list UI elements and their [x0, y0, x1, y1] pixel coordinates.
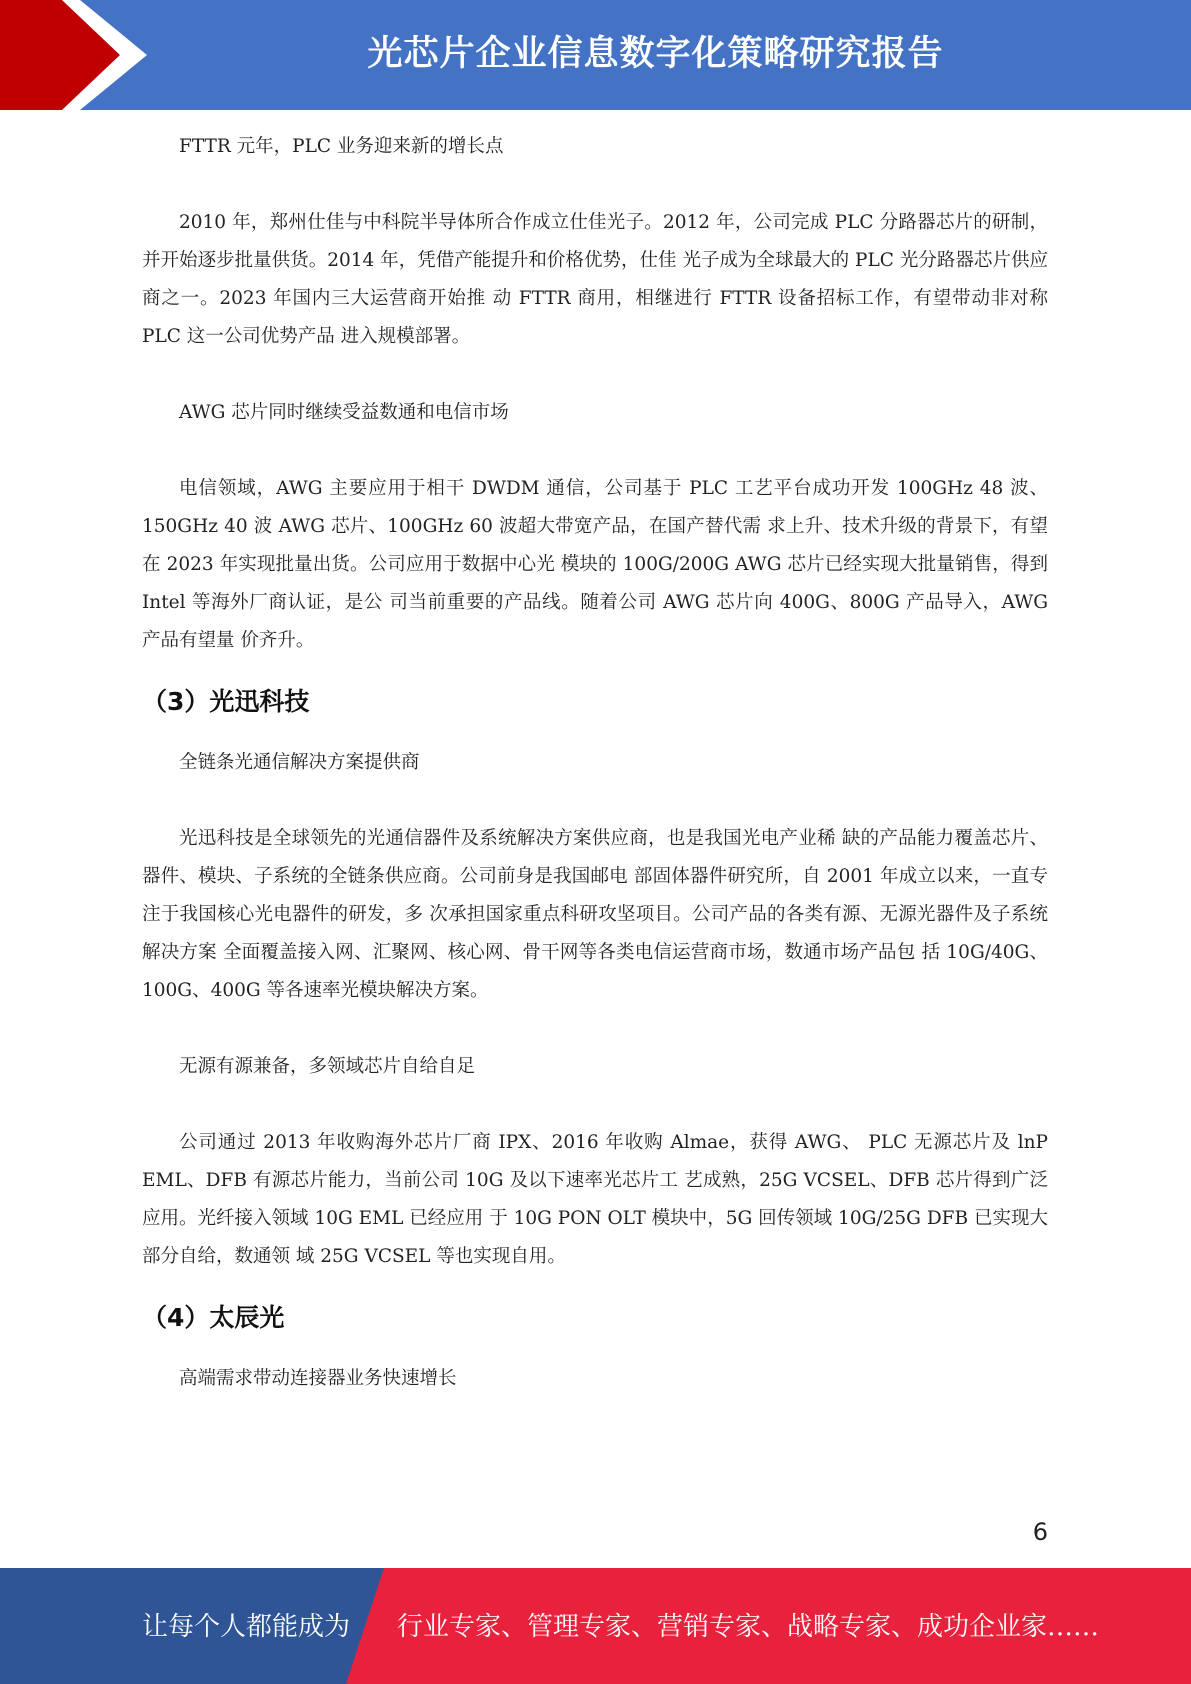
- page-footer: [0, 1568, 1191, 1684]
- paragraph-shijia: 2010 年，郑州仕佳与中科院半导体所合作成立仕佳光子。2012 年，公司完成 PLC 分路器芯片的研制，并开始逐步批量供货。2014 年，凭借产能提升和价格优势，仕佳 光子成为全球最大的 PLC 光分路器芯片供应商之一。2023 年国内三大运营商开始推 动 FTTR 商用，相继进行 FTTR 设备招标工作，有望带动非对称 PLC 这一公司优势产品 进入规模部署。: [142, 212, 1048, 347]
- page-header: [0, 0, 1191, 110]
- subheading-full-chain: 全链条光通信解决方案提供商: [179, 752, 420, 773]
- footer-slogan-right: 行业专家、管理专家、营销专家、战略专家、成功企业家……: [397, 1612, 1100, 1642]
- page-body: [142, 128, 1048, 1398]
- section-title-accelink: （3）光迅科技: [142, 687, 310, 716]
- section-title-tfc: （4）太辰光: [142, 1303, 285, 1332]
- paragraph-awg: 电信领域，AWG 主要应用于相干 DWDM 通信，公司基于 PLC 工艺平台成功开发 100GHz 48 波、150GHz 40 波 AWG 芯片、100GHz 60 波超大带宽产品，在国产替代需 求上升、技术升级的背景下，有望在 2023 年实现批量出货。公司应用于数据中心光 模块的 100G/200G AWG 芯片已经实现大批量销售，得到 Intel 等海外厂商认证，是公 司当前重要的产品线。随着公司 AWG 芯片向 400G、800G 产品导入，AWG 产品有望量 价齐升。: [142, 478, 1048, 651]
- page-number: 6: [1032, 1518, 1048, 1546]
- subheading-awg: AWG 芯片同时继续受益数通和电信市场: [179, 402, 509, 423]
- report-title: 光芯片企业信息数字化策略研究报告: [367, 34, 944, 74]
- subheading-passive-active: 无源有源兼备，多领域芯片自给自足: [179, 1056, 476, 1077]
- subheading-connector: 高端需求带动连接器业务快速增长: [179, 1368, 457, 1389]
- subheading-fttr: FTTR 元年，PLC 业务迎来新的增长点: [179, 136, 504, 157]
- header-chevron-graphic: [0, 0, 160, 110]
- paragraph-accelink: 光迅科技是全球领先的光通信器件及系统解决方案供应商，也是我国光电产业稀 缺的产品能力覆盖芯片、器件、模块、子系统的全链条供应商。公司前身是我国邮电 部固体器件研究所，自 2001 年成立以来，一直专注于我国核心光电器件的研发，多 次承担国家重点科研攻坚项目。公司产品的各类有源、无源光器件及子系统解决方案 全面覆盖接入网、汇聚网、核心网、骨干网等各类电信运营商市场，数通市场产品包 括 10G/40G、100G、400G 等各速率光模块解决方案。: [142, 828, 1048, 1001]
- paragraph-chips: 公司通过 2013 年收购海外芯片厂商 IPX、2016 年收购 Almae，获得 AWG、 PLC 无源芯片及 lnP EML、DFB 有源芯片能力，当前公司 10G 及以下速率光芯片工 艺成熟，25G VCSEL、DFB 芯片得到广泛应用。光纤接入领域 10G EML 已经应用 于 10G PON OLT 模块中，5G 回传领域 10G/25G DFB 已实现大部分自给，数通领 域 25G VCSEL 等也实现自用。: [142, 1132, 1048, 1267]
- footer-slogan-left: 让每个人都能成为: [142, 1612, 351, 1642]
